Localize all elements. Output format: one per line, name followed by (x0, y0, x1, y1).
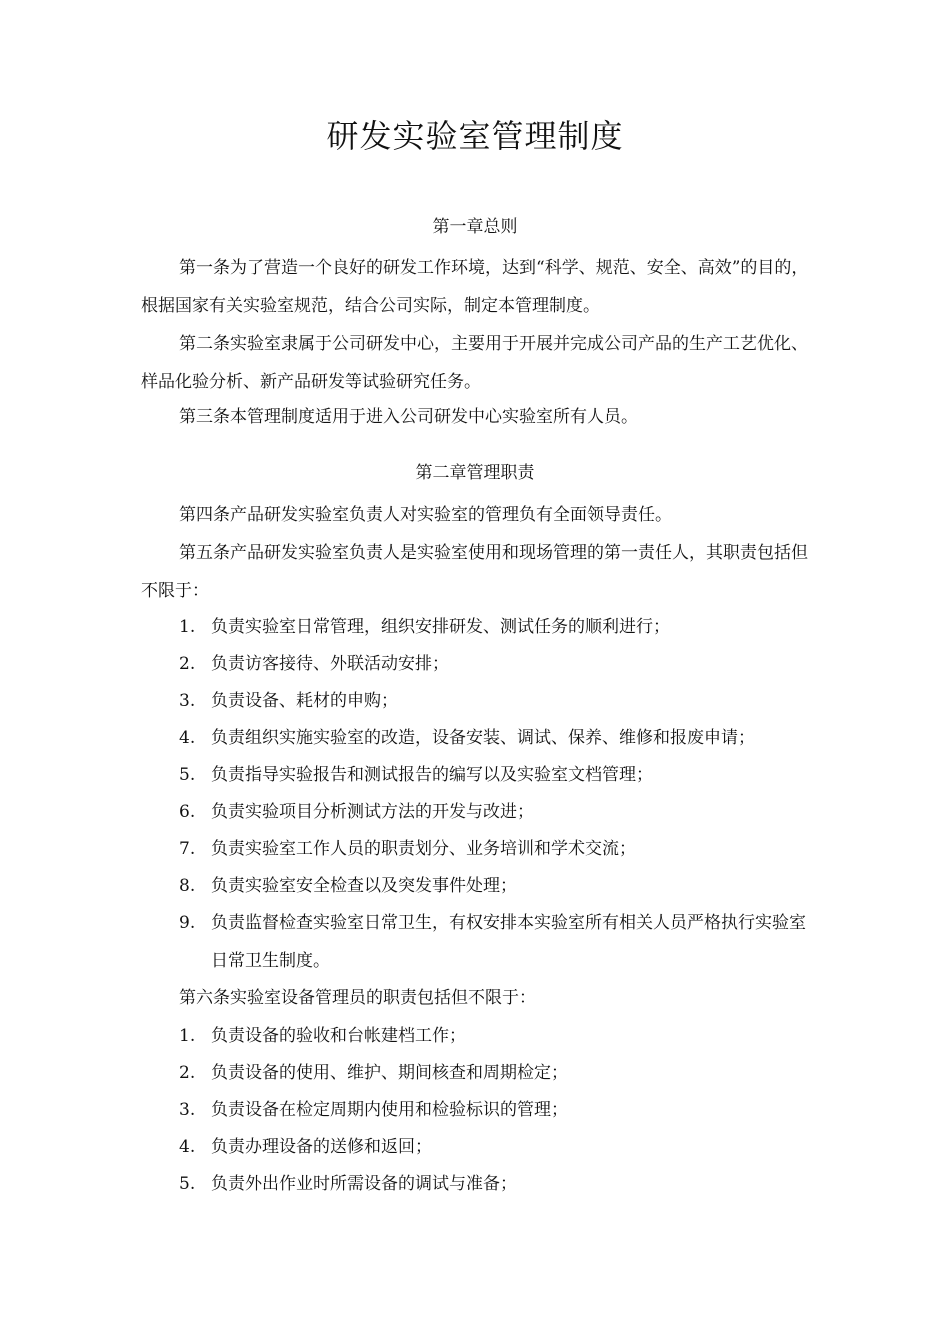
list-item-number: 1. (179, 1026, 196, 1046)
list-item-number: 5. (179, 765, 196, 785)
list-item-text: 负责外出作业时所需设备的调试与准备； (211, 1174, 517, 1194)
article-2: 第二条实验室隶属于公司研发中心，主要用于开展并完成公司产品的生产工艺优化、样品化验分析、新产品研发等试验研究任务。 (141, 334, 808, 392)
list-item-number: 4. (179, 1137, 196, 1157)
article-5: 第五条产品研发实验室负责人是实验室使用和现场管理的第一责任人，其职责包括但不限于： (141, 543, 808, 601)
list-item (179, 756, 819, 794)
list-item (179, 719, 839, 757)
list-item (179, 1017, 819, 1055)
list-item-text: 负责访客接待、外联活动安排； (211, 654, 449, 674)
list-item-number: 6. (179, 802, 196, 822)
list-item-text: 负责设备、耗材的申购； (211, 691, 398, 711)
article-4: 第四条产品研发实验室负责人对实验室的管理负有全面领导责任。 (179, 505, 672, 525)
list-item-text: 负责办理设备的送修和返回； (211, 1137, 432, 1157)
list-item-number: 8. (179, 876, 196, 896)
list-item (179, 867, 819, 905)
article-1: 第一条为了营造一个良好的研发工作环境，达到“科学、规范、安全、高效”的目的，根据国家有关实验室规范，结合公司实际，制定本管理制度。 (141, 258, 809, 316)
list-item-text: 负责实验室日常管理，组织安排研发、测试任务的顺利进行； (211, 617, 670, 637)
list-item (179, 1091, 819, 1129)
list-item-number: 7. (179, 839, 196, 859)
list-item-text: 负责设备的使用、维护、期间核查和周期检定； (211, 1063, 568, 1083)
list-item-text: 负责设备在检定周期内使用和检验标识的管理； (211, 1100, 568, 1120)
article-6: 第六条实验室设备管理员的职责包括但不限于： (179, 988, 536, 1008)
page-title: 研发实验室管理制度 (326, 117, 624, 155)
list-item (179, 904, 809, 980)
list-item (179, 1165, 819, 1203)
list-item-text: 负责实验室工作人员的职责划分、业务培训和学术交流； (211, 839, 636, 859)
chapter-2-heading: 第二章管理职责 (415, 463, 535, 483)
list-item-text: 负责实验室安全检查以及突发事件处理； (211, 876, 517, 896)
list-item-number: 2. (179, 1063, 196, 1083)
list-item (179, 682, 819, 720)
list-item-number: 9. (179, 913, 196, 933)
list-item-number: 3. (179, 1100, 196, 1120)
list-item-number: 3. (179, 691, 196, 711)
list-item (179, 645, 819, 683)
list-item (179, 1128, 819, 1166)
list-item-number: 4. (179, 728, 196, 748)
article-3: 第三条本管理制度适用于进入公司研发中心实验室所有人员。 (179, 407, 638, 427)
list-item-text: 负责实验项目分析测试方法的开发与改进； (211, 802, 534, 822)
list-item-text: 负责监督检查实验室日常卫生，有权安排本实验室所有相关人员严格执行实验室日常卫生制度。 (211, 913, 806, 971)
list-item (179, 830, 819, 868)
list-item-number: 2. (179, 654, 196, 674)
list-item-text: 负责设备的验收和台帐建档工作； (211, 1026, 466, 1046)
list-item-number: 1. (179, 617, 196, 637)
list-item (179, 793, 819, 831)
list-item (179, 1054, 819, 1092)
list-item-number: 5. (179, 1174, 196, 1194)
chapter-1-heading: 第一章总则 (432, 217, 518, 237)
list-item-text: 负责指导实验报告和测试报告的编写以及实验室文档管理； (211, 765, 653, 785)
list-item-text: 负责组织实施实验室的改造，设备安装、调试、保养、维修和报废申请； (211, 728, 755, 748)
list-item (179, 608, 819, 646)
